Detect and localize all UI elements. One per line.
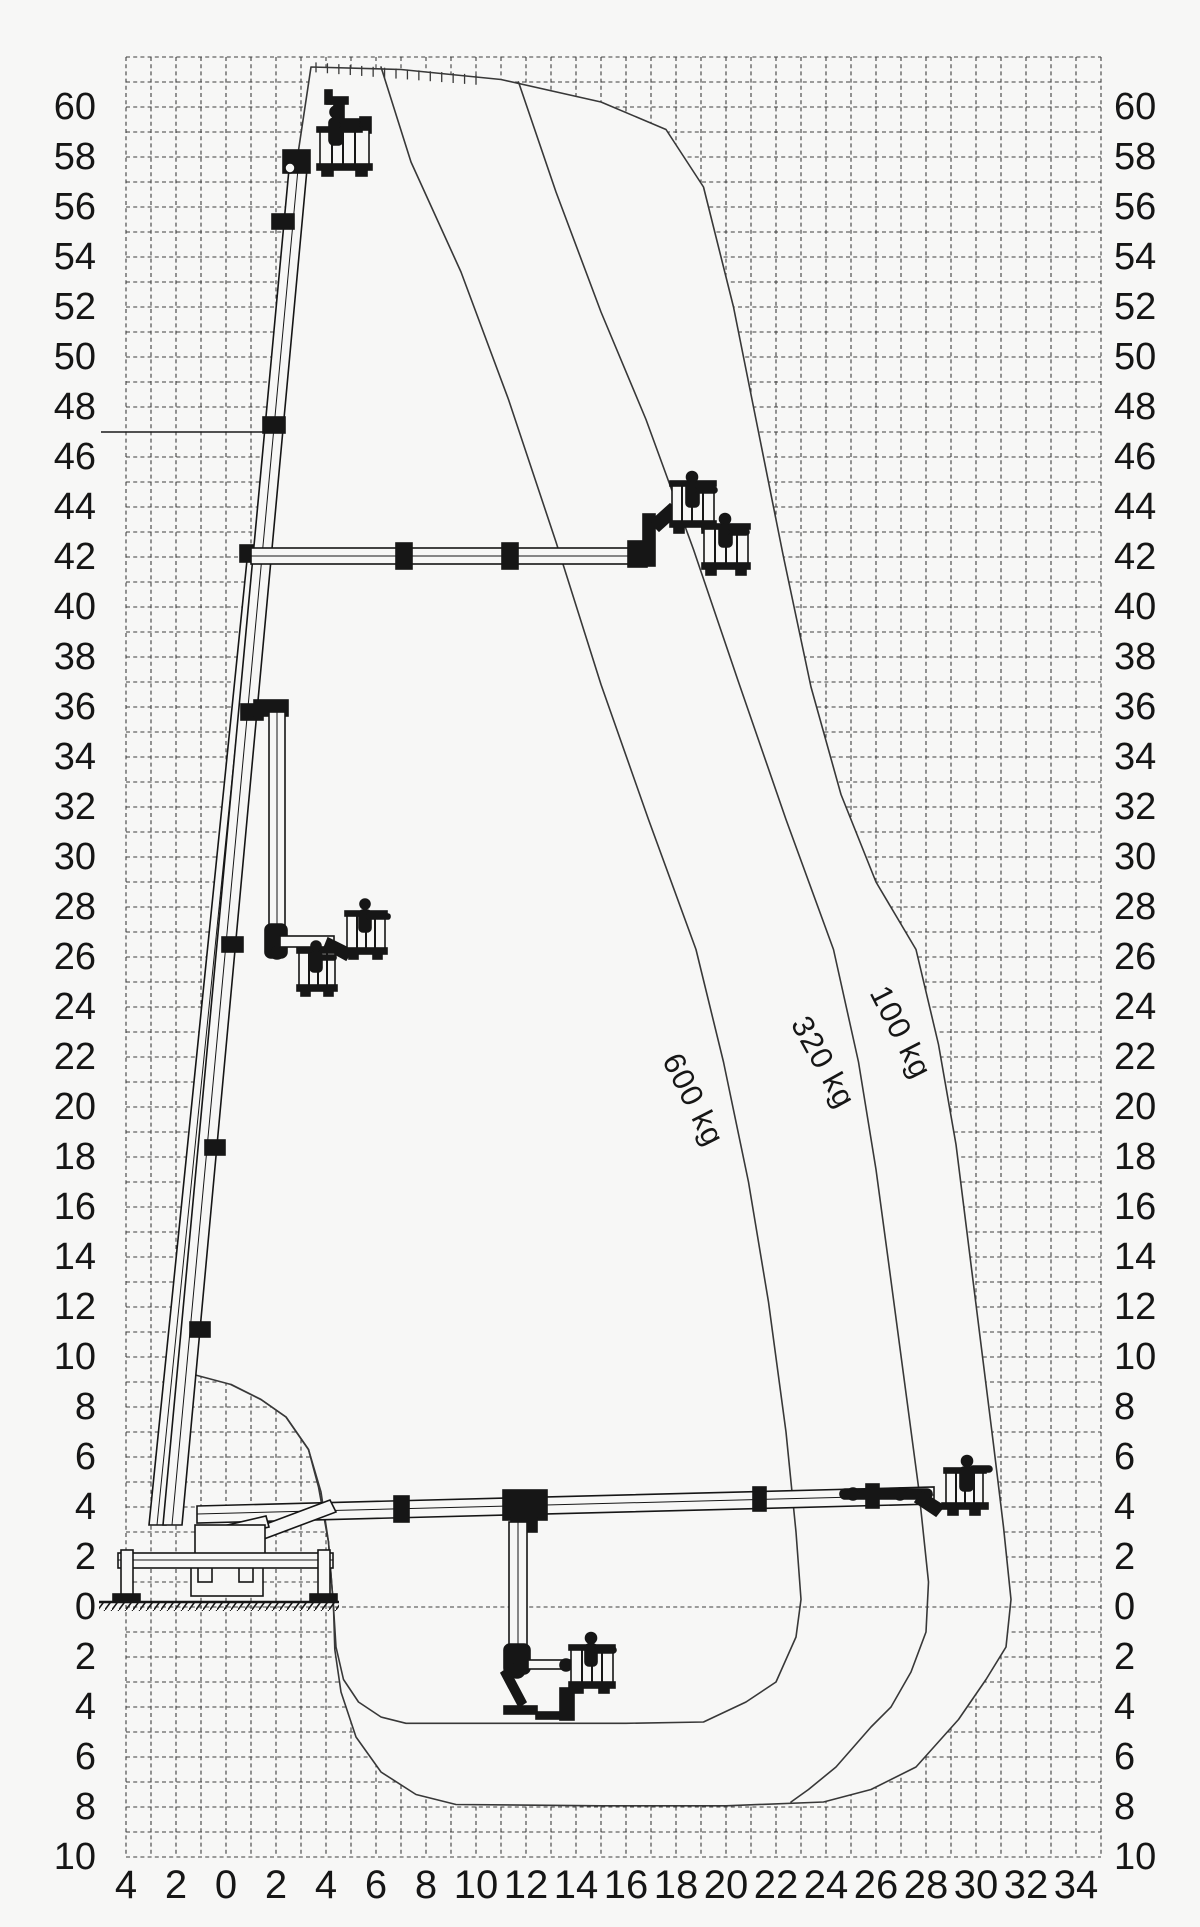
y-axis-tick-label-right: 2 — [1114, 1536, 1136, 1578]
y-axis-tick-label-right: 44 — [1114, 486, 1157, 528]
x-axis-tick-label: 14 — [553, 1863, 599, 1907]
y-axis-tick-label-right: 58 — [1114, 136, 1157, 178]
y-axis-tick-label-right: 52 — [1114, 286, 1157, 328]
y-axis-tick-label-left: 50 — [53, 336, 96, 378]
y-axis-tick-label-right: 10 — [1114, 1836, 1157, 1878]
y-axis-tick-label-right: 28 — [1114, 886, 1157, 928]
x-axis-tick-label: 28 — [903, 1863, 949, 1907]
x-axis-tick-label: 26 — [853, 1863, 899, 1907]
y-axis-tick-label-right: 48 — [1114, 386, 1157, 428]
y-axis-tick-label-left: 40 — [53, 586, 96, 628]
y-axis-tick-label-left: 34 — [53, 736, 96, 778]
y-axis-tick-label-left: 58 — [53, 136, 96, 178]
operator-figure — [720, 514, 731, 525]
y-axis-tick-label-left: 56 — [53, 186, 96, 228]
x-axis-tick-label: 4 — [114, 1863, 138, 1907]
y-axis-tick-label-left: 30 — [53, 836, 96, 878]
y-axis-tick-label-left: 8 — [74, 1786, 96, 1828]
x-axis-tick-label: 6 — [364, 1863, 388, 1907]
y-axis-tick-label-left: 54 — [53, 236, 96, 278]
x-axis-tick-label: 2 — [264, 1863, 288, 1907]
y-axis-tick-label-right: 20 — [1114, 1086, 1157, 1128]
y-axis-tick-label-left: 14 — [53, 1236, 96, 1278]
y-axis-tick-label-right: 30 — [1114, 836, 1157, 878]
x-axis-tick-label: 20 — [703, 1863, 749, 1907]
outrigger-jack-right — [318, 1550, 330, 1598]
operator-figure — [330, 106, 342, 118]
y-axis-tick-label-left: 10 — [53, 1836, 96, 1878]
y-axis-tick-label-left: 2 — [74, 1536, 96, 1578]
y-axis-tick-label-right: 56 — [1114, 186, 1157, 228]
y-axis-tick-label-left: 12 — [53, 1286, 96, 1328]
y-axis-tick-label-left: 44 — [53, 486, 96, 528]
operator-figure — [586, 1633, 597, 1644]
capacity-label-320kg: 320 kg — [784, 1010, 863, 1114]
y-axis-tick-label-right: 46 — [1114, 436, 1157, 478]
y-axis-tick-label-right: 10 — [1114, 1336, 1157, 1378]
y-axis-tick-label-right: 18 — [1114, 1136, 1157, 1178]
y-axis-tick-label-left: 26 — [53, 936, 96, 978]
y-axis-tick-label-left: 8 — [74, 1386, 96, 1428]
y-axis-tick-label-left: 6 — [74, 1736, 96, 1778]
x-axis-tick-label: 34 — [1053, 1863, 1099, 1907]
y-axis-tick-label-left: 48 — [53, 386, 96, 428]
x-axis-labels — [115, 1863, 1098, 1907]
capacity-label-100kg: 100 kg — [862, 979, 940, 1085]
y-axis-tick-label-right: 26 — [1114, 936, 1157, 978]
y-axis-tick-label-left: 4 — [74, 1486, 96, 1528]
x-axis-tick-label: 24 — [803, 1863, 849, 1907]
y-axis-tick-label-right: 54 — [1114, 236, 1157, 278]
boom-collar — [205, 1140, 225, 1155]
y-axis-tick-label-right: 6 — [1114, 1736, 1136, 1778]
y-axis-tick-label-left: 22 — [53, 1036, 96, 1078]
y-axis-labels-right — [1114, 86, 1156, 1878]
outrigger-jack-left — [121, 1550, 133, 1598]
y-axis-tick-label-left: 60 — [53, 86, 96, 128]
operator-figure — [962, 1456, 973, 1467]
y-axis-tick-label-right: 38 — [1114, 636, 1157, 678]
y-axis-tick-label-left: 2 — [74, 1636, 96, 1678]
boom-collar — [222, 937, 243, 952]
y-axis-labels-left — [54, 86, 96, 1878]
y-axis-tick-label-left: 46 — [53, 436, 96, 478]
y-axis-tick-label-left: 0 — [74, 1586, 96, 1628]
y-axis-tick-label-left: 24 — [53, 986, 96, 1028]
x-axis-tick-label: 0 — [214, 1863, 238, 1907]
y-axis-tick-label-right: 0 — [1114, 1586, 1136, 1628]
y-axis-tick-label-right: 8 — [1114, 1786, 1136, 1828]
y-axis-tick-label-right: 4 — [1114, 1486, 1136, 1528]
y-axis-tick-label-right: 60 — [1114, 86, 1157, 128]
operator-figure — [687, 472, 698, 483]
y-axis-tick-label-left: 52 — [53, 286, 96, 328]
y-axis-tick-label-right: 2 — [1114, 1636, 1136, 1678]
x-axis-tick-label: 4 — [314, 1863, 338, 1907]
y-axis-tick-label-right: 40 — [1114, 586, 1157, 628]
x-axis-tick-label: 8 — [414, 1863, 438, 1907]
y-axis-tick-label-right: 32 — [1114, 786, 1157, 828]
y-axis-tick-label-left: 38 — [53, 636, 96, 678]
y-axis-tick-label-left: 18 — [53, 1136, 96, 1178]
y-axis-tick-label-left: 6 — [74, 1436, 96, 1478]
y-axis-tick-label-right: 42 — [1114, 536, 1157, 578]
y-axis-tick-label-left: 36 — [53, 686, 96, 728]
y-axis-tick-label-right: 36 — [1114, 686, 1157, 728]
x-axis-tick-label: 16 — [603, 1863, 649, 1907]
operator-figure — [360, 899, 370, 909]
y-axis-tick-label-right: 16 — [1114, 1186, 1157, 1228]
work-basket — [320, 130, 369, 168]
x-axis-tick-label: 32 — [1003, 1863, 1049, 1907]
y-axis-tick-label-left: 10 — [53, 1336, 96, 1378]
y-axis-tick-label-right: 4 — [1114, 1686, 1136, 1728]
x-axis-tick-label: 2 — [164, 1863, 188, 1907]
y-axis-tick-label-right: 14 — [1114, 1236, 1157, 1278]
y-axis-tick-label-right: 24 — [1114, 986, 1157, 1028]
x-axis-tick-label: 12 — [503, 1863, 549, 1907]
boom-collar — [190, 1322, 210, 1337]
operator-figure — [311, 941, 321, 951]
x-axis-tick-label: 22 — [753, 1863, 799, 1907]
y-axis-tick-label-right: 8 — [1114, 1386, 1136, 1428]
y-axis-tick-label-right: 22 — [1114, 1036, 1157, 1078]
y-axis-tick-label-left: 16 — [53, 1186, 96, 1228]
y-axis-tick-label-left: 4 — [74, 1686, 96, 1728]
y-axis-tick-label-right: 50 — [1114, 336, 1157, 378]
capacity-label-600kg: 600 kg — [655, 1047, 732, 1152]
platform-26m-lower — [297, 941, 337, 996]
y-axis-tick-label-right: 12 — [1114, 1286, 1157, 1328]
x-axis-tick-label: 10 — [453, 1863, 499, 1907]
x-axis-tick-label: 18 — [653, 1863, 699, 1907]
y-axis-tick-label-left: 20 — [53, 1086, 96, 1128]
x-axis-tick-label: 30 — [953, 1863, 999, 1907]
turret — [195, 1525, 265, 1556]
ground-hatch — [99, 1602, 339, 1611]
y-axis-tick-label-right: 34 — [1114, 736, 1157, 778]
boom-collar — [263, 417, 285, 433]
y-axis-tick-label-left: 32 — [53, 786, 96, 828]
y-axis-tick-label-left: 28 — [53, 886, 96, 928]
y-axis-tick-label-left: 42 — [53, 536, 96, 578]
y-axis-tick-label-right: 6 — [1114, 1436, 1136, 1478]
boom-collar — [272, 214, 294, 229]
